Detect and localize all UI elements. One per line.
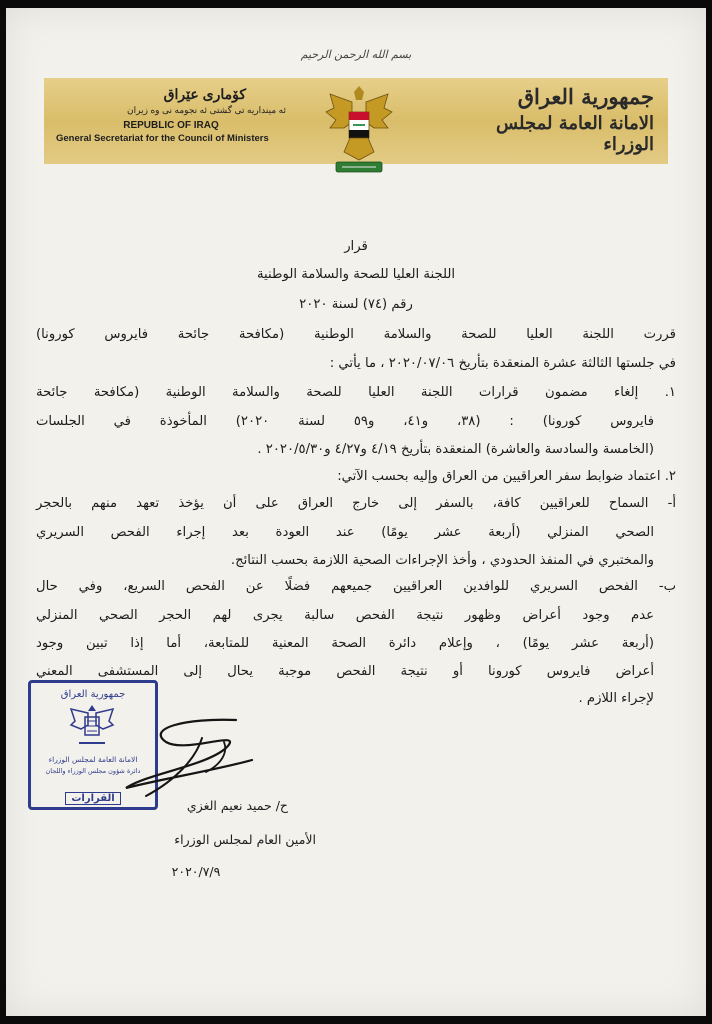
decision-body [36,240,676,680]
handwritten-signature [106,708,256,808]
item2a-line-3: والمختبري في المنفذ الحدودي ، وأخذ الإجراءات الصحية اللازمة بحسب النتائج. [230,553,654,568]
stamp-lower-text: دائرة شؤون مجلس الوزراء واللجان [45,767,141,775]
iraq-eagle-emblem-icon [322,78,396,182]
item2b-line-5: لإجراء اللازم . [578,691,654,706]
item2b-line-2: عدم وجود أعراض وظهور نتيجة الفحص سالبة يجرى لهم الحجر الصحي المنزلي [36,608,654,623]
item2b-line-3: (أربعة عشر يومًا) ، وإعلام دائرة الصحة المعنية للمتابعة، أما إذا تبين وجود [36,636,654,651]
signature-date: ٢٠٢٠/٧/٩ [171,864,221,879]
letterhead-band [44,78,668,164]
kurdish-title: كۆماری عێراق [163,86,246,102]
item2-line-1: ٢. اعتماد ضوابط سفر العراقيين من العراق وإليه بحسب الآتي: [337,469,676,484]
decision-number: رقم (٧٤) لسنة ٢٠٢٠ [299,297,413,312]
stamp-bottom-text: القرارات [65,792,121,805]
decision-heading: قرار [344,239,368,254]
english-subtitle: General Secretariat for the Council of Ministers [56,133,269,144]
committee-name: اللجنة العليا للصحة والسلامة الوطنية [256,267,456,282]
intro-line-1: قررت اللجنة العليا للصحة والسلامة الوطنية (مكافحة جائحة فايروس كورونا) [36,327,676,342]
signatory-name: ح/ حميد نعيم الغزي [186,798,288,813]
item1-line-3: (الخامسة والسادسة والعاشرة) المنعقدة بتأريخ ٤/١٩ و٤/٢٧ و٢٠٢٠/٥/٣٠ . [257,442,654,457]
item2b-line-1: ب- الفحص السريري للوافدين العراقيين جميعهم فضلًا عن الفحص السريع، وفي حال [36,579,676,594]
item1-line-1: ١. إلغاء مضمون قرارات اللجنة العليا للصحة والسلامة الوطنية (مكافحة جائحة [36,385,676,400]
arabic-republic-title: جمهورية العراق [517,84,654,109]
bismillah: بسم الله الرحمن الرحيم [300,48,412,61]
letterhead-right [484,84,654,155]
item2a-line-2: الصحي المنزلي (أربعة عشر يومًا) عند العودة بعد إجراء الفحص السريري [36,525,654,540]
item2b-line-4: أعراض فايروس كورونا أو نتيجة الفحص موجبة يحال إلى المستشفى المعني [36,664,654,679]
stamp-top-text: جمهورية العراق [60,689,126,700]
english-title: REPUBLIC OF IRAQ [123,120,219,131]
kurdish-subtitle: ئه مينداريه تى گشتى ئه نجومه نى وه زيران [127,105,286,115]
document-page [6,8,706,1016]
intro-line-2: في جلستها الثالثة عشرة المنعقدة بتأريخ ٢٠٢٠/٠٧/٠٦ ، ما يأتي : [329,356,676,371]
stamp-middle-text: الامانة العامة لمجلس الوزراء [48,755,138,764]
item1-line-2: فايروس كورونا) : (٣٨، و٤١، و٥٩ لسنة ٢٠٢٠) المأخوذة في الجلسات [36,414,655,429]
item2a-line-1: أ- السماح للعراقيين كافة، بالسفر إلى خارج العراق على أن يؤخذ تعهد منهم بالحجر [36,496,676,511]
letterhead-left [56,86,286,144]
signatory-title: الأمين العام لمجلس الوزراء [174,832,316,847]
arabic-secretariat-title: الامانة العامة لمجلس الوزراء [496,113,654,155]
